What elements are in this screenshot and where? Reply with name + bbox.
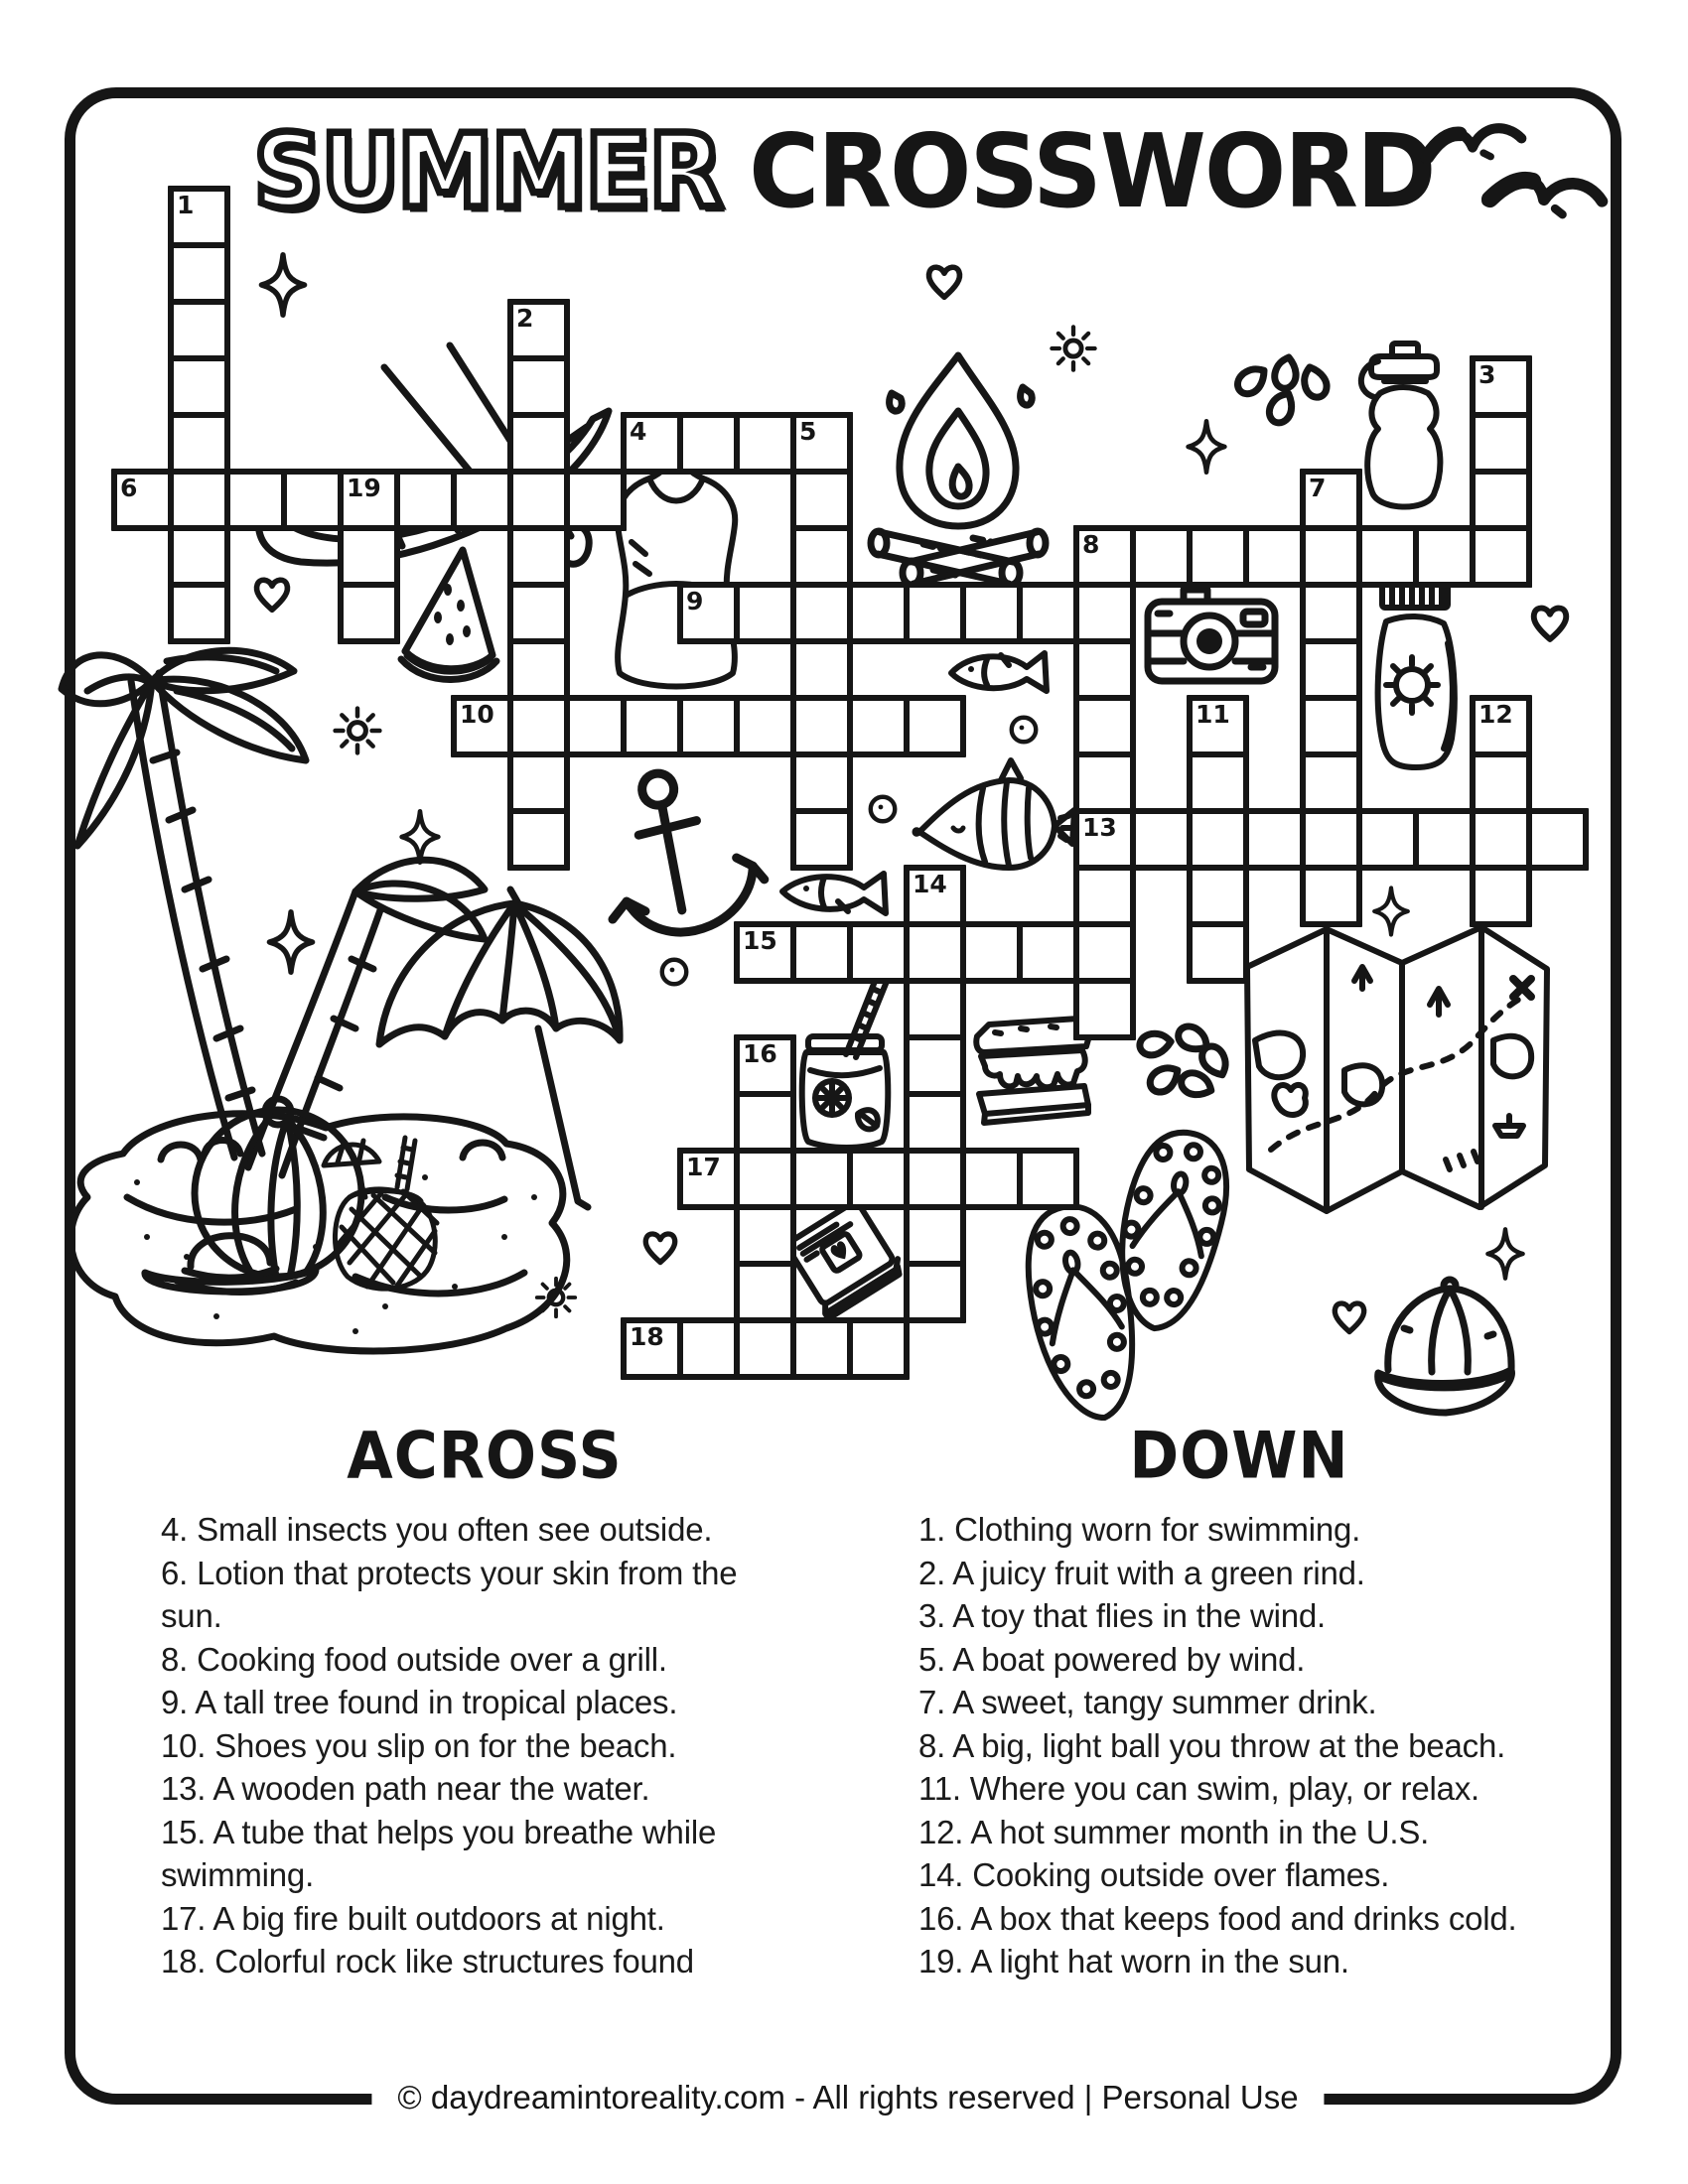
grid-cell[interactable] [287,475,338,525]
grid-cell[interactable] [174,475,224,525]
grid-cell[interactable] [740,1154,790,1204]
grid-cell[interactable] [230,475,281,525]
grid-cell[interactable] [740,1097,790,1148]
sparkle-icon-6 [1483,1227,1527,1281]
water-bottle-icon [1354,341,1450,522]
clue-3: 3. A toy that flies in the wind. [918,1597,1327,1634]
grid-cell[interactable] [513,418,564,469]
10-across-word [451,695,966,757]
grid-cell[interactable] [400,475,451,525]
down-heading: DOWN [1129,1419,1349,1494]
cell-number: 12 [1478,700,1513,729]
across-clue-list [161,1508,804,1983]
grid-cell[interactable] [174,418,224,469]
clue-6: 6. Lotion that protects your skin from the sun. [161,1554,738,1634]
sparkle-icon-2 [1184,417,1229,477]
seagull-icon-2 [1481,149,1609,240]
clue-14: 14. Cooking outside over flames. [918,1856,1390,1893]
clue-15: 15. A tube that helps you breathe while swimming. [161,1813,717,1893]
grid-cell[interactable] [853,1154,904,1204]
heart-icon-1 [923,262,965,302]
grid-cell[interactable] [1249,814,1300,865]
9-across-word [677,582,1136,644]
across-heading: ACROSS [347,1419,623,1494]
grid-cell[interactable] [627,701,677,751]
heart-icon-5 [1331,1298,1368,1336]
smiley-circle-icon-1 [1007,713,1041,747]
sparkle-icon-1 [256,252,310,318]
grid-cell[interactable] [740,418,790,469]
grid-cell[interactable] [1193,531,1243,582]
grid-cell[interactable] [513,588,564,638]
fish-icon-3 [773,862,900,921]
grid-cell[interactable] [1079,871,1130,921]
clue-19: 19. A light hat worn in the sun. [918,1943,1349,1979]
13-across-word [1073,808,1589,871]
cell-number: 5 [799,417,817,446]
grid-cell[interactable] [910,588,960,638]
cell-number: 9 [686,587,704,615]
grid-cell[interactable] [1193,927,1243,978]
sun-hat-icon [137,1207,324,1308]
grid-cell[interactable] [1306,588,1356,638]
cell-number: 3 [1478,360,1496,389]
grid-cell[interactable] [910,984,960,1034]
cell-number: 7 [1309,474,1327,502]
grid-cell[interactable] [1079,644,1130,695]
cell-number: 17 [686,1153,721,1181]
grid-cell[interactable] [740,1323,790,1374]
cell-number: 10 [460,700,494,729]
clue-12: 12. A hot summer month in the U.S. [918,1813,1430,1850]
clue-7: 7. A sweet, tangy summer drink. [918,1684,1377,1720]
sparkle-icon-4 [264,909,318,975]
clue-8: 8. A big, light ball you throw at the beach. [918,1726,1506,1764]
1-down-word [168,186,230,644]
grid-cell[interactable] [796,927,847,978]
sparkle-icon-5 [1370,884,1412,939]
grid-cell[interactable] [513,531,564,582]
grid-cell[interactable] [1306,757,1356,808]
grid-cell[interactable] [1476,814,1526,865]
grid-cell[interactable] [910,1154,960,1204]
grid-cell[interactable] [1476,475,1526,525]
clue-4: 4. Small insects you often see outside. [161,1511,713,1548]
clue-18: 18. Colorful rock like structures found [161,1943,694,1979]
treasure-map-icon [1235,921,1557,1249]
grid-cell[interactable] [513,475,564,525]
grid-cell[interactable] [1306,644,1356,695]
cell-number: 18 [630,1322,664,1351]
cell-number: 13 [1082,813,1117,842]
17-across-word [677,1148,1079,1210]
grid-cell[interactable] [910,1040,960,1091]
cell-number: 16 [743,1039,777,1068]
sun-icon-3 [532,1273,580,1322]
heart-icon-2 [252,574,292,615]
grid-cell[interactable] [513,757,564,808]
sun-icon-1 [1047,322,1100,375]
grid-cell[interactable] [1419,531,1470,582]
clue-16: 16. A box that keeps food and drinks cold. [918,1899,1517,1937]
drink-jar-icon [788,975,902,1152]
clue-13: 13. A wooden path near the water. [161,1770,650,1807]
grid-cell[interactable] [174,531,224,582]
title-word-summer: SUMMER [253,111,722,231]
grid-cell[interactable] [1193,757,1243,808]
grid-cell[interactable] [966,588,1017,638]
cell-number: 4 [630,417,647,446]
fish-icon-1 [943,641,1055,701]
grid-cell[interactable] [174,248,224,299]
grid-cell[interactable] [853,701,904,751]
down-clue-list [918,1508,1602,1983]
grid-cell[interactable] [796,475,847,525]
sunscreen-icon [1360,582,1475,772]
grid-cell[interactable] [1079,927,1130,978]
2-down-word [507,299,570,871]
grid-cell[interactable] [1476,757,1526,808]
baseball-cap-icon [1366,1273,1523,1424]
grid-cell[interactable] [1079,588,1130,638]
clue-8: 8. Cooking food outside over a grill. [161,1640,667,1678]
grid-cell[interactable] [457,475,507,525]
grid-cell[interactable] [683,701,734,751]
grid-cell[interactable] [966,1154,1017,1204]
heart-icon-4 [641,1227,679,1269]
grid-cell[interactable] [1023,1154,1073,1204]
cell-number: 15 [743,926,777,955]
grid-cell[interactable] [570,475,621,525]
grid-cell[interactable] [1193,871,1243,921]
grid-cell[interactable] [344,531,394,582]
15-across-word [734,921,1136,984]
grid-cell[interactable] [1419,814,1470,865]
grid-cell[interactable] [1136,814,1187,865]
8-across-word [1073,525,1532,588]
grid-cell[interactable] [1306,814,1356,865]
grid-cell[interactable] [1306,871,1356,921]
grid-cell[interactable] [1023,588,1073,638]
grid-cell[interactable] [796,814,847,865]
grid-cell[interactable] [796,1154,847,1204]
grid-cell[interactable] [1079,984,1130,1034]
grid-cell[interactable] [853,588,904,638]
fish-icon-2 [914,745,1062,876]
cell-number: 14 [913,870,947,898]
grid-cell[interactable] [796,701,847,751]
grid-cell[interactable] [910,927,960,978]
grid-cell[interactable] [966,927,1017,978]
grid-cell[interactable] [796,644,847,695]
grid-cell[interactable] [1476,418,1526,469]
clue-2: 2. A juicy fruit with a green rind. [918,1554,1365,1591]
grid-cell[interactable] [740,588,790,638]
grid-cell[interactable] [1476,531,1526,582]
grid-cell[interactable] [513,701,564,751]
cell-number: 19 [347,474,381,502]
grid-cell[interactable] [853,1323,904,1374]
heart-icon-3 [1529,600,1571,647]
grid-cell[interactable] [910,701,960,751]
grid-cell[interactable] [1306,701,1356,751]
grid-cell[interactable] [1362,814,1413,865]
smiley-circle-icon-3 [657,955,691,989]
grid-cell[interactable] [853,927,904,978]
grid-cell[interactable] [910,1267,960,1317]
grid-cell[interactable] [1532,814,1583,865]
grid-cell[interactable] [796,757,847,808]
grid-cell[interactable] [683,1323,734,1374]
cell-number: 6 [120,474,138,502]
grid-cell[interactable] [513,361,564,412]
grid-cell[interactable] [1136,531,1187,582]
smiley-circle-icon-2 [866,792,900,826]
clue-17: 17. A big fire built outdoors at night. [161,1899,665,1937]
flip-flop-icon-2 [1108,1126,1239,1334]
grid-cell[interactable] [174,305,224,355]
grid-cell[interactable] [1476,871,1526,921]
water-drops-icon-1 [1235,353,1327,425]
grid-cell[interactable] [1362,531,1413,582]
grid-cell[interactable] [344,588,394,638]
grid-cell[interactable] [513,814,564,865]
clue-10: 10. Shoes you slip on for the beach. [161,1726,677,1764]
campfire-icon [864,349,1053,580]
grid-cell[interactable] [1023,927,1073,978]
grid-cell[interactable] [1249,531,1300,582]
cell-number: 8 [1082,530,1100,559]
grid-cell[interactable] [174,361,224,412]
cell-number: 1 [177,191,195,219]
clue-1: 1. Clothing worn for swimming. [918,1511,1361,1548]
clue-11: 11. Where you can swim, play, or relax. [918,1770,1480,1807]
clue-9: 9. A tall tree found in tropical places. [161,1684,678,1720]
grid-cell[interactable] [796,588,847,638]
grid-cell[interactable] [683,418,734,469]
sparkle-icon-3 [397,808,443,866]
footer-credit: © daydreamintoreality.com - All rights reserved | Personal Use [371,2075,1324,2120]
grid-cell[interactable] [910,1210,960,1261]
grid-cell[interactable] [910,1097,960,1148]
grid-cell[interactable] [1306,531,1356,582]
grid-cell[interactable] [1193,814,1243,865]
grid-cell[interactable] [740,701,790,751]
water-drops-icon-2 [1138,1026,1225,1110]
camera-icon [1144,576,1281,687]
grid-cell[interactable] [796,531,847,582]
cell-number: 2 [516,304,534,333]
clue-5: 5. A boat powered by wind. [918,1640,1306,1678]
grid-cell[interactable] [174,588,224,638]
grid-cell[interactable] [796,1323,847,1374]
cell-number: 11 [1196,700,1230,729]
grid-cell[interactable] [1079,757,1130,808]
grid-cell[interactable] [740,1210,790,1261]
grid-cell[interactable] [570,701,621,751]
grid-cell[interactable] [1079,701,1130,751]
sun-icon-2 [330,703,385,758]
grid-cell[interactable] [513,644,564,695]
title-word-crossword: CROSSWORD [749,111,1435,231]
grid-cell[interactable] [740,1267,790,1317]
